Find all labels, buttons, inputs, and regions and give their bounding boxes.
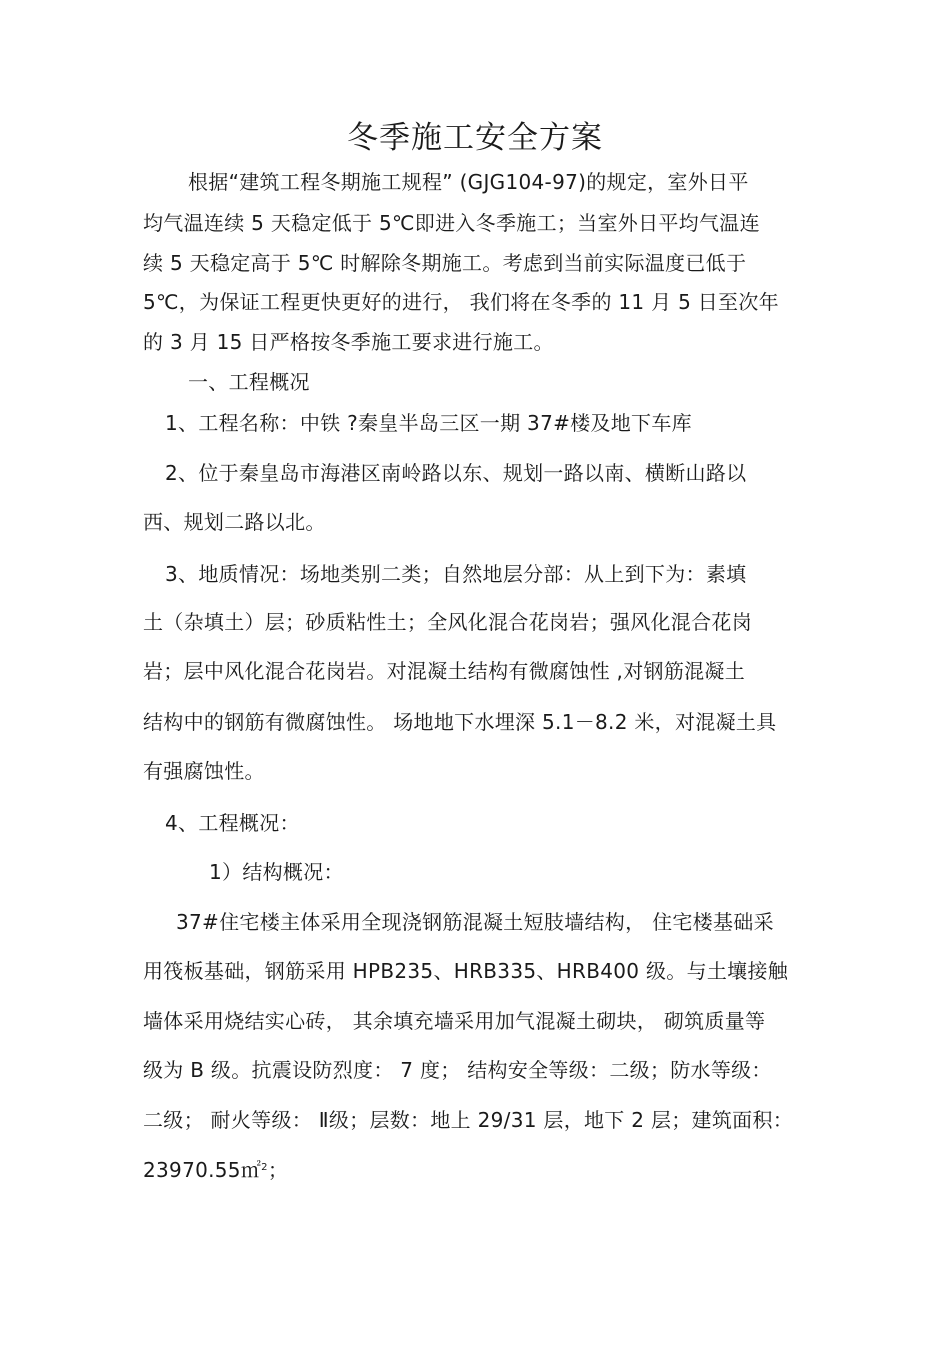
paragraph-line: 根据“建筑工程冬期施工规程” (GJG104-97)的规定，室外日平 xyxy=(188,170,749,194)
list-item: 3、地质情况：场地类别二类；自然地层分部：从上到下为：素填 xyxy=(165,562,747,586)
list-item-continuation: 土（杂填土）层；砂质粘性土；全风化混合花岗岩；强风化混合花岗 xyxy=(143,610,752,634)
area-value: 23970.55㎡ xyxy=(143,1158,262,1182)
section-heading: 一、工程概况 xyxy=(188,370,310,394)
document-title: 冬季施工安全方案 xyxy=(347,120,603,156)
paragraph-line: 级为 B 级。抗震设防烈度： 7 度； 结构安全等级：二级；防水等级： xyxy=(143,1058,772,1082)
area-superscript: 2 xyxy=(261,1162,268,1173)
paragraph-line: 5℃，为保证工程更快更好的进行， 我们将在冬季的 11 月 5 日至次年 xyxy=(143,290,779,314)
area-line xyxy=(143,1157,288,1183)
sub-heading: 1）结构概况： xyxy=(209,860,344,884)
paragraph-line: 37#住宅楼主体采用全现浇钢筋混凝土短肢墙结构， 住宅楼基础采 xyxy=(176,910,774,934)
list-item-continuation: 岩；层中风化混合花岗岩。对混凝土结构有微腐蚀性 ,对钢筋混凝土 xyxy=(143,659,746,683)
list-item-continuation: 有强腐蚀性。 xyxy=(143,759,265,783)
list-item: 4、工程概况： xyxy=(165,811,300,835)
list-item: 1、工程名称：中铁 ?秦皇半岛三区一期 37#楼及地下车库 xyxy=(165,411,692,435)
paragraph-line: 的 3 月 15 日严格按冬季施工要求进行施工。 xyxy=(143,330,554,354)
paragraph-line: 用筏板基础，钢筋采用 HPB235、HRB335、HRB400 级。与土壤接触 xyxy=(143,959,789,983)
paragraph-line: 墙体采用烧结实心砖， 其余填充墙采用加气混凝土砌块， 砌筑质量等 xyxy=(143,1009,766,1033)
paragraph-line: 二级； 耐火等级： Ⅱ级；层数：地上 29/31 层，地下 2 层；建筑面积： xyxy=(143,1108,794,1132)
area-end: ； xyxy=(267,1158,289,1182)
list-item-continuation: 西、规划二路以北。 xyxy=(143,510,326,534)
list-item: 2、位于秦皇岛市海港区南岭路以东、规划一路以南、横断山路以 xyxy=(165,461,747,485)
paragraph-line: 续 5 天稳定高于 5℃ 时解除冬期施工。考虑到当前实际温度已低于 xyxy=(143,251,747,275)
list-item-continuation: 结构中的钢筋有微腐蚀性。 场地地下水埋深 5.1－8.2 米，对混凝土具 xyxy=(143,710,777,734)
paragraph-line: 均气温连续 5 天稳定低于 5℃即进入冬季施工；当室外日平均气温连 xyxy=(143,211,760,235)
